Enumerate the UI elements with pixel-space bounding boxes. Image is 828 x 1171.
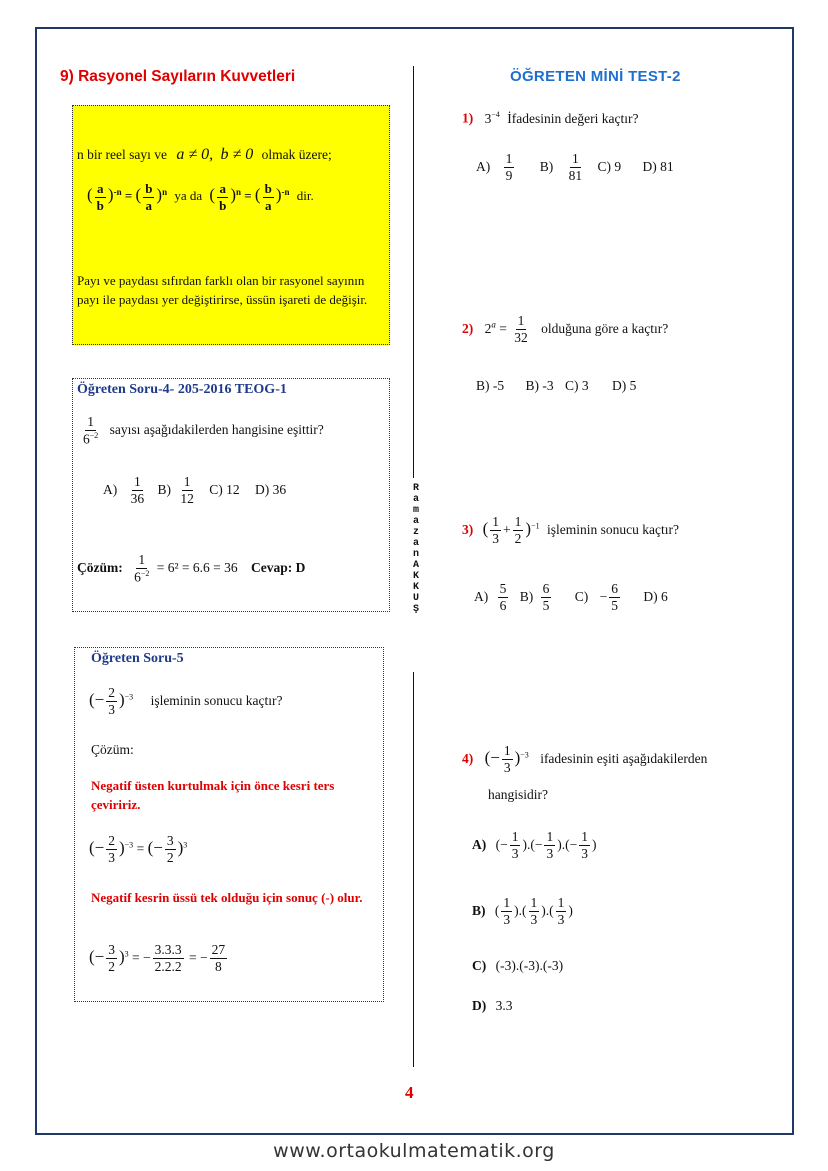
test-question-4-option-c: C) (-3).(-3).(-3) <box>472 958 564 973</box>
test-question-2-options: B) -5 B) -3 C) 3 D) 5 <box>476 378 637 393</box>
question-4-options: A) $\frac{1}{36}$ B) $\frac{1}{12}$ C) 12 D) 36 <box>103 474 287 507</box>
test-question-3-options: A) $\frac{5}{6}$ B) $\frac{6}{5}$ C) − $\frac{6}{5}$ D) 6 <box>474 581 668 614</box>
question-4-title: Öğreten Soru-4- 205-2016 TEOG-1 <box>77 382 287 397</box>
test-question-4-text-2: hangisidir? <box>488 787 548 802</box>
test-question-4-option-d: D) 3.3 <box>472 998 513 1013</box>
question-5-note-1: Negatif üsten kurtulmak için önce kesri ters çeviririz. <box>91 778 335 812</box>
test-question-1: 1) $3^{-4}$ İfadesinin değeri kaçtır? <box>462 110 639 126</box>
page-number: 4 <box>405 1083 414 1102</box>
author-vertical: R a m a z a n A K K U Ş <box>412 483 419 615</box>
rule-formula: ( $\frac{a}{b}$ )$^{-n}$ = ( $\frac{b}{a}$ )$^n$ ya da ( $\frac{a}{b}$ )$^n$ = ( $\frac{b}{a}$ )$^{-n}$ dir. <box>87 181 314 213</box>
test-question-1-options: A) $\frac{1}{9}$ B) $\frac{1}{81}$ C) 9 D) 81 <box>476 151 674 184</box>
question-5-step-1: (− $\frac{2}{3}$ )$^{-3}$ = (− $\frac{3}{2}$ )$^3$ <box>89 833 188 866</box>
question-4-solution: Çözüm: $\frac{1}{6^{-2}}$ = 6² = 6.6 = 36 Cevap: D <box>77 552 306 585</box>
question-5-note-2: Negatif kesrin üssü tek olduğu için sonuç (-) olur. <box>91 890 363 905</box>
section-title: 9) Rasyonel Sayıların Kuvvetleri <box>60 68 296 85</box>
rule-explanation: Payı ve paydası sıfırdan farklı olan bir rasyonel sayının payı ile paydası yer değiştirirse, üssün işareti de değişir. <box>77 273 368 307</box>
column-divider-top <box>413 66 414 478</box>
test-question-3: 3) ( $\frac{1}{3}$ + $\frac{1}{2}$ )$^{-1}$ işleminin sonucu kaçtır? <box>462 514 679 547</box>
question-5-title: Öğreten Soru-5 <box>91 651 184 666</box>
question-5-box <box>74 647 384 1002</box>
test-question-4: 4) (− $\frac{1}{3}$ )$^{-3}$ ifadesinin eşiti aşağıdakilerden <box>462 743 708 776</box>
footer-url[interactable]: www.ortaokulmatematik.org <box>273 1140 555 1162</box>
question-5-step-2: (− $\frac{3}{2}$ )$^3$ = − $\frac{3.3.3}{2.2.2}$ = − $\frac{27}{8}$ <box>89 942 226 975</box>
question-4-box <box>72 378 390 612</box>
column-divider-bottom <box>413 672 414 1067</box>
question-5-solution-label: Çözüm: <box>91 742 134 757</box>
test-question-4-option-b: B) ( $\frac{1}{3}$ ).( $\frac{1}{3}$ ).( $\frac{1}{3}$ ) <box>472 895 573 928</box>
mini-test-title: ÖĞRETEN MİNİ TEST-2 <box>510 68 681 85</box>
question-5-text: (− $\frac{2}{3}$ )$^{-3}$ işleminin sonucu kaçtır? <box>89 685 283 718</box>
test-question-2: 2) $2^a$ = $\frac{1}{32}$ olduğuna göre a kaçtır? <box>462 313 669 346</box>
rule-box <box>72 105 390 345</box>
rule-intro: n bir reel sayı ve a ≠ 0, b ≠ 0 olmak üzere; <box>77 146 332 163</box>
test-question-4-option-a: A) (− $\frac{1}{3}$ ).(− $\frac{1}{3}$ ).(− $\frac{1}{3}$ ) <box>472 829 597 862</box>
question-4-text: $\frac{1}{6^{-2}}$ sayısı aşağıdakilerden hangisine eşittir? <box>83 414 324 447</box>
